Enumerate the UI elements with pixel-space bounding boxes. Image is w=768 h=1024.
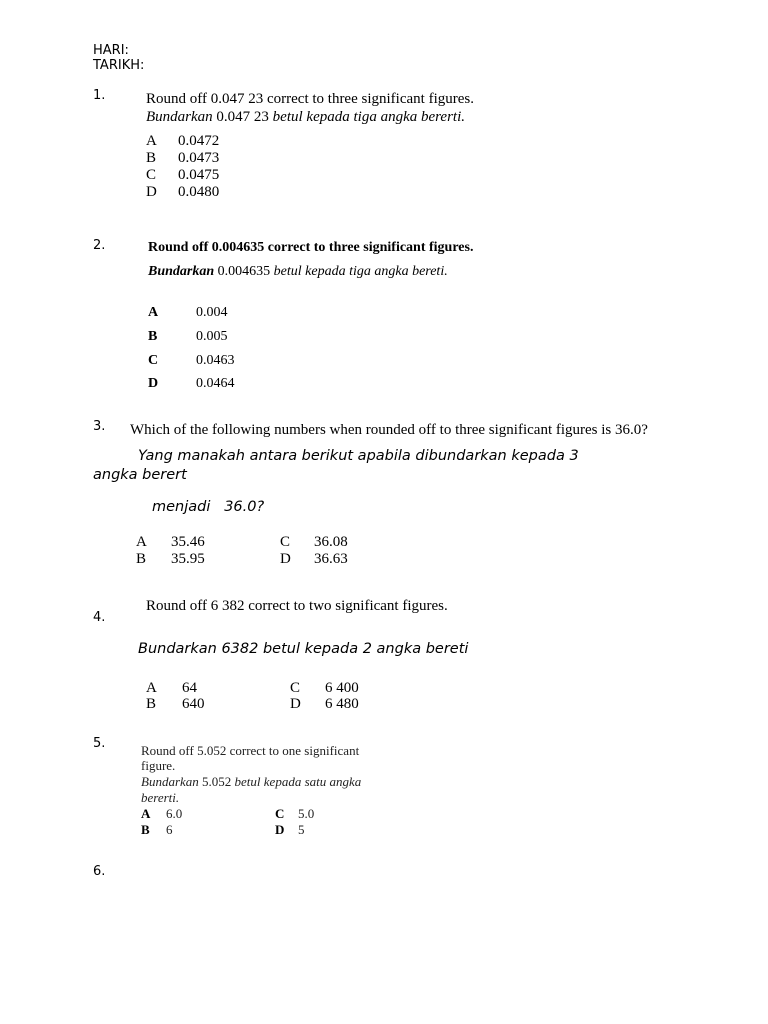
- option-value: 5.0: [298, 806, 315, 821]
- question-text-en: figure.: [141, 758, 176, 773]
- hari-label: HARI:: [93, 43, 129, 58]
- option-letter: B: [141, 822, 150, 837]
- option-value: 640: [182, 696, 205, 712]
- question-text-ms: Bundarkan 6382 betul kepada 2 angka bereti: [138, 641, 469, 657]
- option-letter: B: [136, 551, 147, 567]
- option-letter: D: [280, 551, 291, 567]
- option-letter: A: [146, 680, 157, 696]
- option-letter: D: [146, 184, 157, 200]
- question-text-ms: angka berert: [93, 467, 187, 483]
- option-letter: A: [136, 534, 147, 550]
- option-letter: B: [148, 329, 158, 344]
- option-letter: A: [141, 806, 151, 821]
- option-value: 36.08: [314, 534, 348, 550]
- option-letter: D: [275, 822, 285, 837]
- option-letter: D: [290, 696, 301, 712]
- option-value: 5: [298, 822, 305, 837]
- question-text-en: Round off 0.004635 correct to three significant figures.: [148, 240, 474, 255]
- option-value: 0.0473: [178, 150, 220, 166]
- question-text-ms: Yang manakah antara berikut apabila dibundarkan kepada 3: [138, 448, 579, 464]
- question-number: 1.: [93, 88, 106, 103]
- question-number: 5.: [93, 736, 106, 751]
- option-value: 36.63: [314, 551, 348, 567]
- option-value: 6: [166, 822, 173, 837]
- option-value: 64: [182, 680, 197, 696]
- question-number: 4.: [93, 610, 106, 625]
- option-value: 0.005: [196, 329, 228, 344]
- option-value: 0.0463: [196, 353, 235, 368]
- question-text-ms: bererti.: [141, 790, 180, 805]
- option-value: 0.0480: [178, 184, 220, 200]
- question-text-ms: Bundarkan 5.052 betul kepada satu angka: [141, 774, 362, 789]
- question-text-ms: menjadi 36.0?: [152, 499, 265, 515]
- option-value: 0.0472: [178, 133, 220, 149]
- question-text-en: Round off 5.052 correct to one significant: [141, 743, 360, 758]
- option-letter: B: [146, 696, 157, 712]
- option-letter: C: [280, 534, 291, 550]
- option-letter: A: [148, 305, 159, 320]
- question-number: 6.: [93, 864, 106, 879]
- option-value: 35.46: [171, 534, 205, 550]
- option-letter: A: [146, 133, 157, 149]
- question-text-ms: Bundarkan 0.004635 betul kepada tiga angka bereti.: [148, 264, 448, 279]
- question-text-en: Round off 0.047 23 correct to three significant figures.: [146, 91, 474, 107]
- option-value: 0.0475: [178, 167, 220, 183]
- option-letter: B: [146, 150, 157, 166]
- tarikh-label: TARIKH:: [93, 58, 145, 73]
- option-letter: C: [146, 167, 157, 183]
- option-value: 0.0464: [196, 376, 235, 391]
- option-value: 0.004: [196, 305, 228, 320]
- option-letter: C: [290, 680, 301, 696]
- question-text-en: Round off 6 382 correct to two significant figures.: [146, 598, 448, 614]
- option-letter: D: [148, 376, 159, 391]
- option-value: 6 400: [325, 680, 359, 696]
- option-value: 6 480: [325, 696, 359, 712]
- option-letter: C: [275, 806, 285, 821]
- question-number: 3.: [93, 419, 106, 434]
- option-letter: C: [148, 353, 159, 368]
- option-value: 35.95: [171, 551, 205, 567]
- question-text-ms: Bundarkan 0.047 23 betul kepada tiga angka bererti.: [146, 109, 465, 125]
- question-text-en: Which of the following numbers when rounded off to three significant figures is 36.0?: [130, 422, 648, 438]
- question-number: 2.: [93, 238, 106, 253]
- option-value: 6.0: [166, 806, 183, 821]
